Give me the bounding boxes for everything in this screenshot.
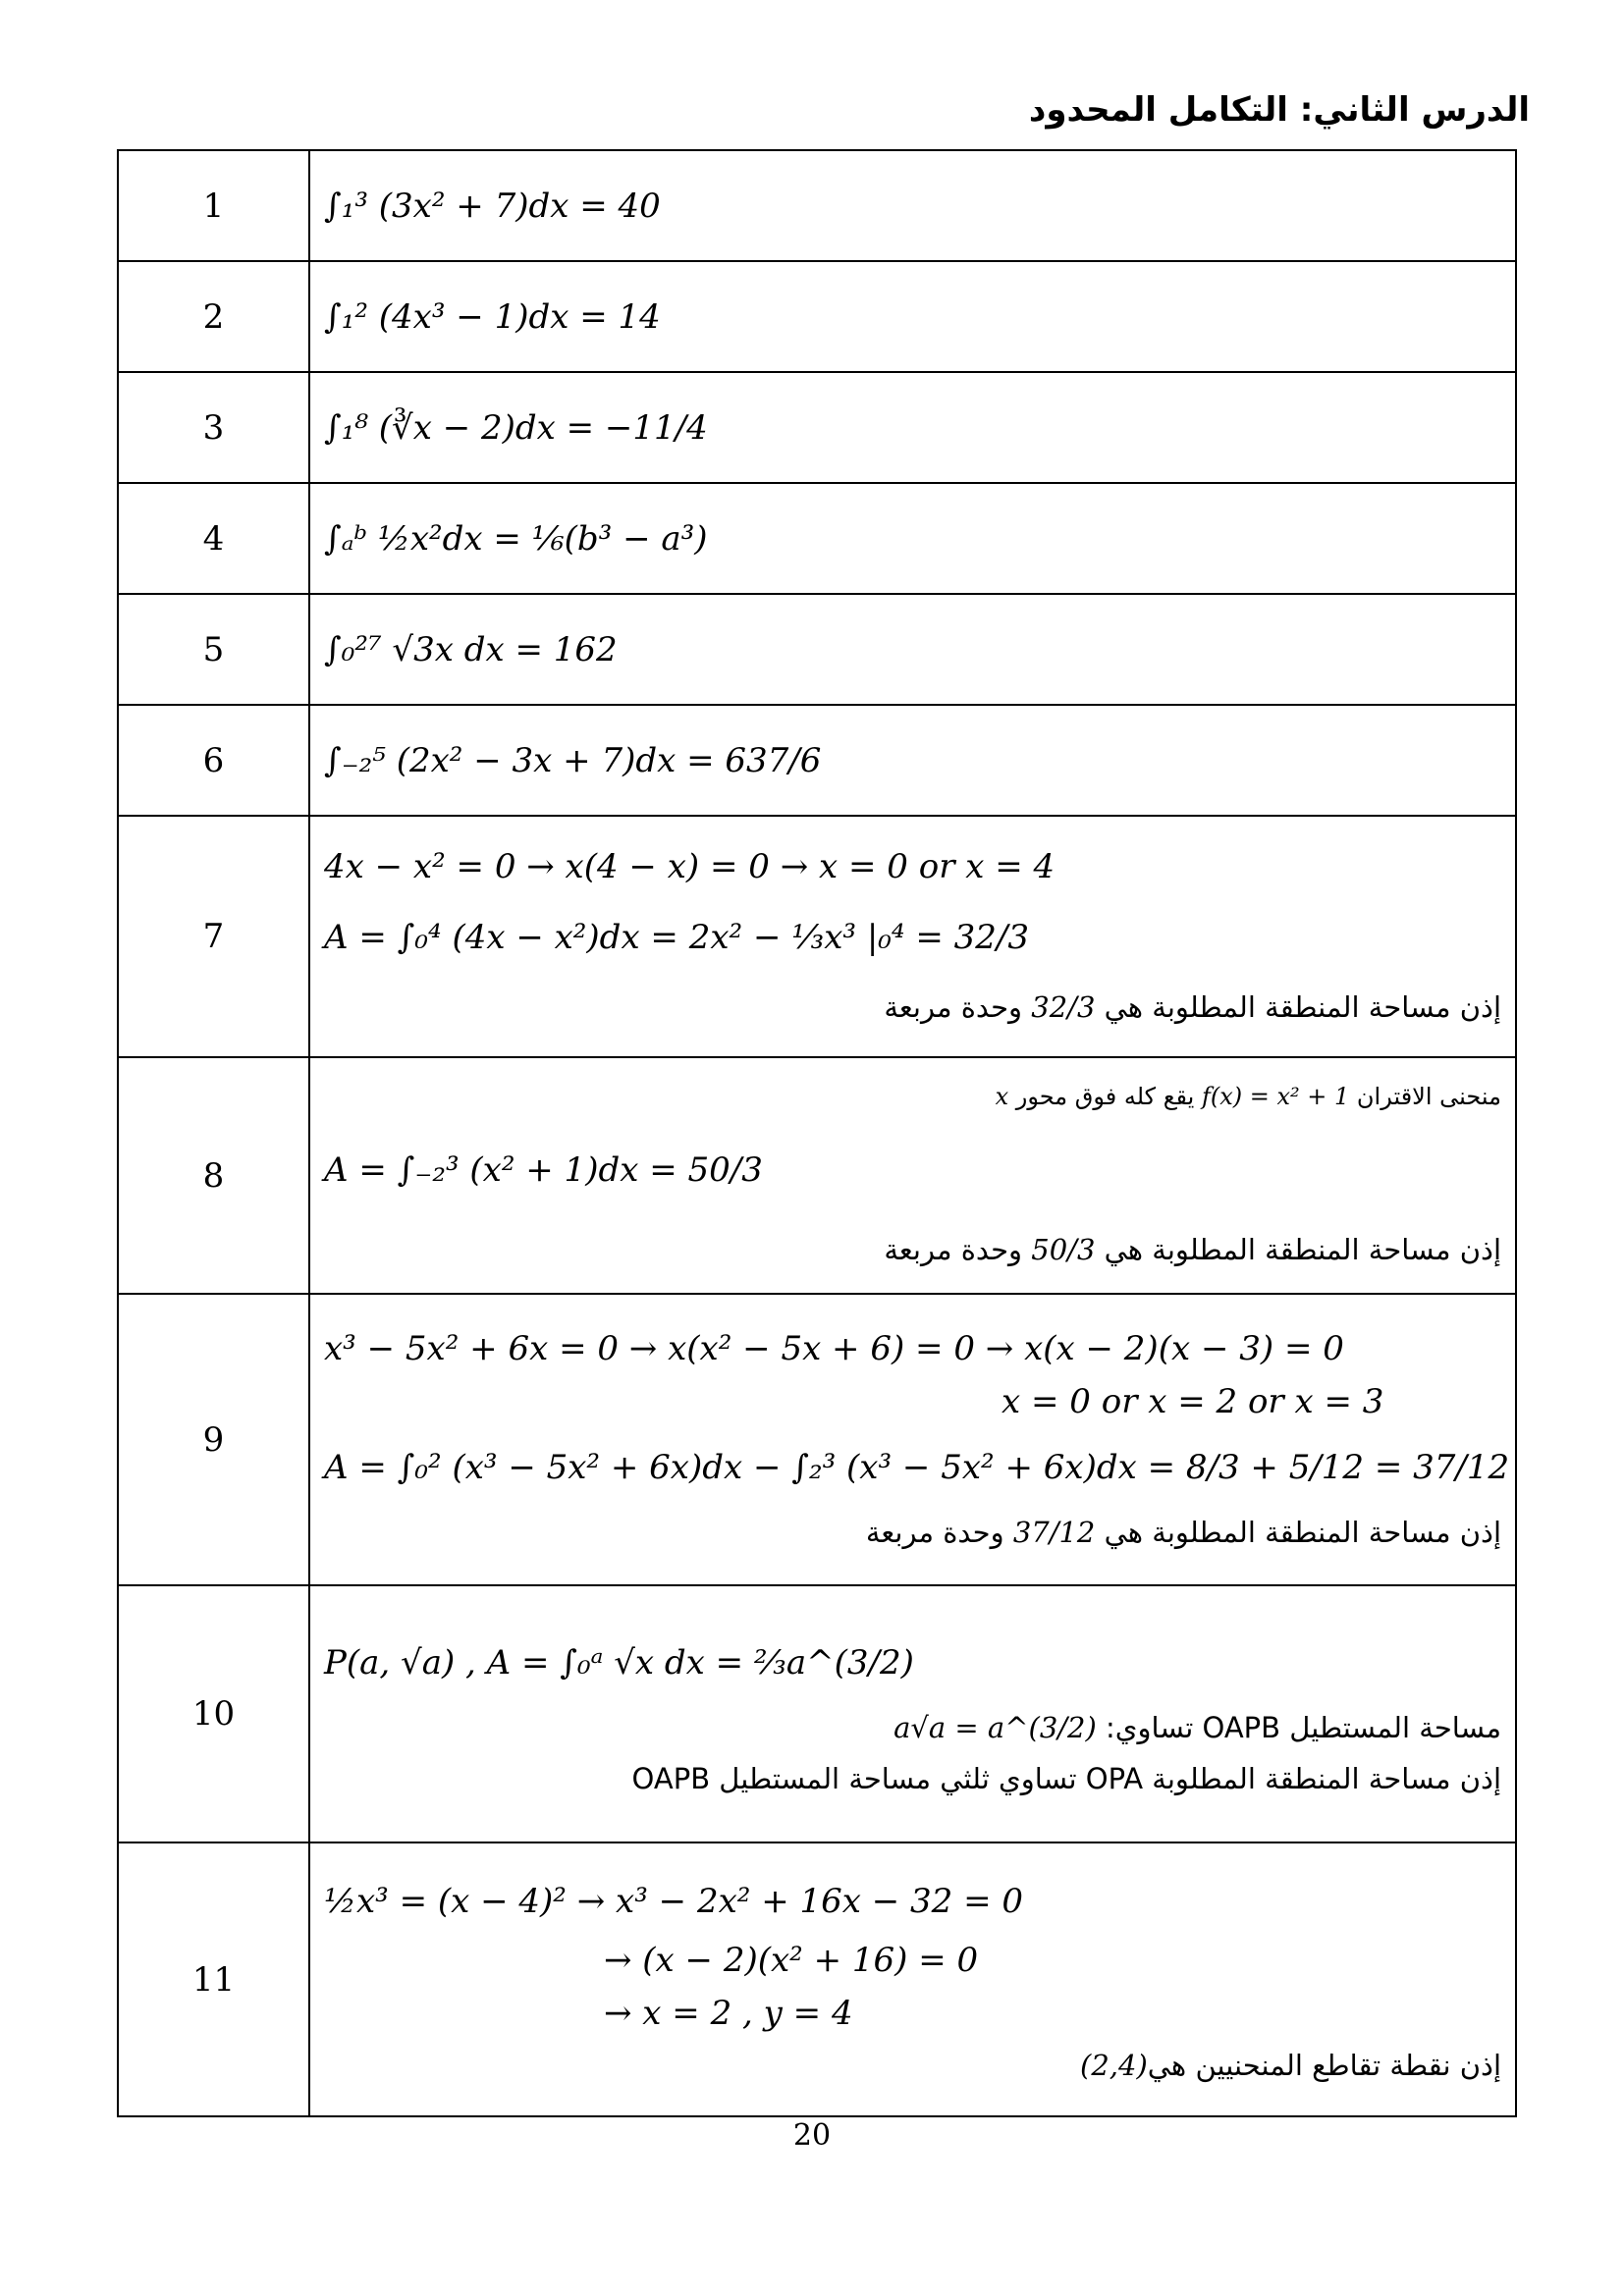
math-line: ∫₋₂⁵ (2x² − 3x + 7)dx = 637/6 [324, 740, 822, 780]
table-row [118, 1585, 1516, 1842]
table-row [118, 483, 1516, 594]
math-line: ∫ₐᵇ ½x²dx = ⅙(b³ − a³) [324, 518, 708, 559]
table-row [118, 1294, 1516, 1585]
row-number: 9 [118, 1294, 309, 1585]
conclusion-text: إذن مساحة المنطقة المطلوبة OPA تساوي ثلثي مساحة المستطيل OAPB [631, 1762, 1501, 1795]
table-row [118, 1057, 1516, 1294]
math-line: 4x − x² = 0 → x(4 − x) = 0 → x = 0 or x = 4 [324, 847, 1056, 886]
conclusion-text: إذن مساحة المنطقة المطلوبة هي 32/3 وحدة مربعة [884, 990, 1501, 1024]
math-line: ∫₀²⁷ √3x dx = 162 [324, 629, 618, 669]
row-number: 4 [118, 483, 309, 594]
solutions-table [117, 149, 1517, 2117]
row-number: 8 [118, 1057, 309, 1294]
math-line: A = ∫₀⁴ (4x − x²)dx = 2x² − ⅓x³ |₀⁴ = 32/3 [324, 918, 1030, 957]
table-row [118, 594, 1516, 705]
row-number: 1 [118, 150, 309, 261]
note-text: منحنى الاقتران f(x) = x² + 1 يقع كله فوق محور x [995, 1082, 1501, 1110]
table-row [118, 816, 1516, 1057]
row-number: 7 [118, 816, 309, 1057]
row-number: 11 [118, 1842, 309, 2116]
math-line: P(a, √a) , A = ∫₀ᵃ √x dx = ⅔a^(3/2) [324, 1643, 914, 1682]
math-line: ∫₁⁸ (∛x − 2)dx = −11/4 [324, 407, 708, 448]
math-line: → x = 2 , y = 4 [604, 1993, 853, 2033]
math-line: ∫₁³ (3x² + 7)dx = 40 [324, 186, 661, 226]
table-row [118, 372, 1516, 483]
table-row [118, 705, 1516, 816]
conclusion-text: إذن مساحة المنطقة المطلوبة هي 37/12 وحدة مربعة [865, 1515, 1501, 1549]
math-line: x = 0 or x = 2 or x = 3 [1001, 1381, 1384, 1421]
table-row [118, 150, 1516, 261]
row-number: 6 [118, 705, 309, 816]
math-line: ∫₁² (4x³ − 1)dx = 14 [324, 296, 661, 337]
table-row [118, 261, 1516, 372]
table-row [118, 1842, 1516, 2116]
row-number: 2 [118, 261, 309, 372]
math-line: A = ∫₀² (x³ − 5x² + 6x)dx − ∫₂³ (x³ − 5x² + 6x)dx = 8/3 + 5/12 = 37/12 [324, 1447, 1510, 1487]
math-line: x³ − 5x² + 6x = 0 → x(x² − 5x + 6) = 0 → x(x − 2)(x − 3) = 0 [324, 1328, 1344, 1368]
page-number: 20 [792, 2118, 832, 2153]
rectangle-area-text: مساحة المستطيل OAPB تساوي: a√a = a^(3/2) [893, 1711, 1501, 1744]
row-number: 5 [118, 594, 309, 705]
math-line: ½x³ = (x − 4)² → x³ − 2x² + 16x − 32 = 0 [324, 1881, 1024, 1921]
row-number: 10 [118, 1585, 309, 1842]
math-line: A = ∫₋₂³ (x² + 1)dx = 50/3 [324, 1149, 763, 1190]
row-number: 3 [118, 372, 309, 483]
conclusion-text: إذن مساحة المنطقة المطلوبة هي 50/3 وحدة مربعة [884, 1232, 1501, 1266]
math-line: → (x − 2)(x² + 16) = 0 [604, 1940, 979, 1980]
conclusion-text: إذن نقطة تقاطع المنحنيين هي(2,4) [1080, 2048, 1501, 2082]
lesson-title: الدرس الثاني: التكامل المحدود [1028, 90, 1530, 130]
